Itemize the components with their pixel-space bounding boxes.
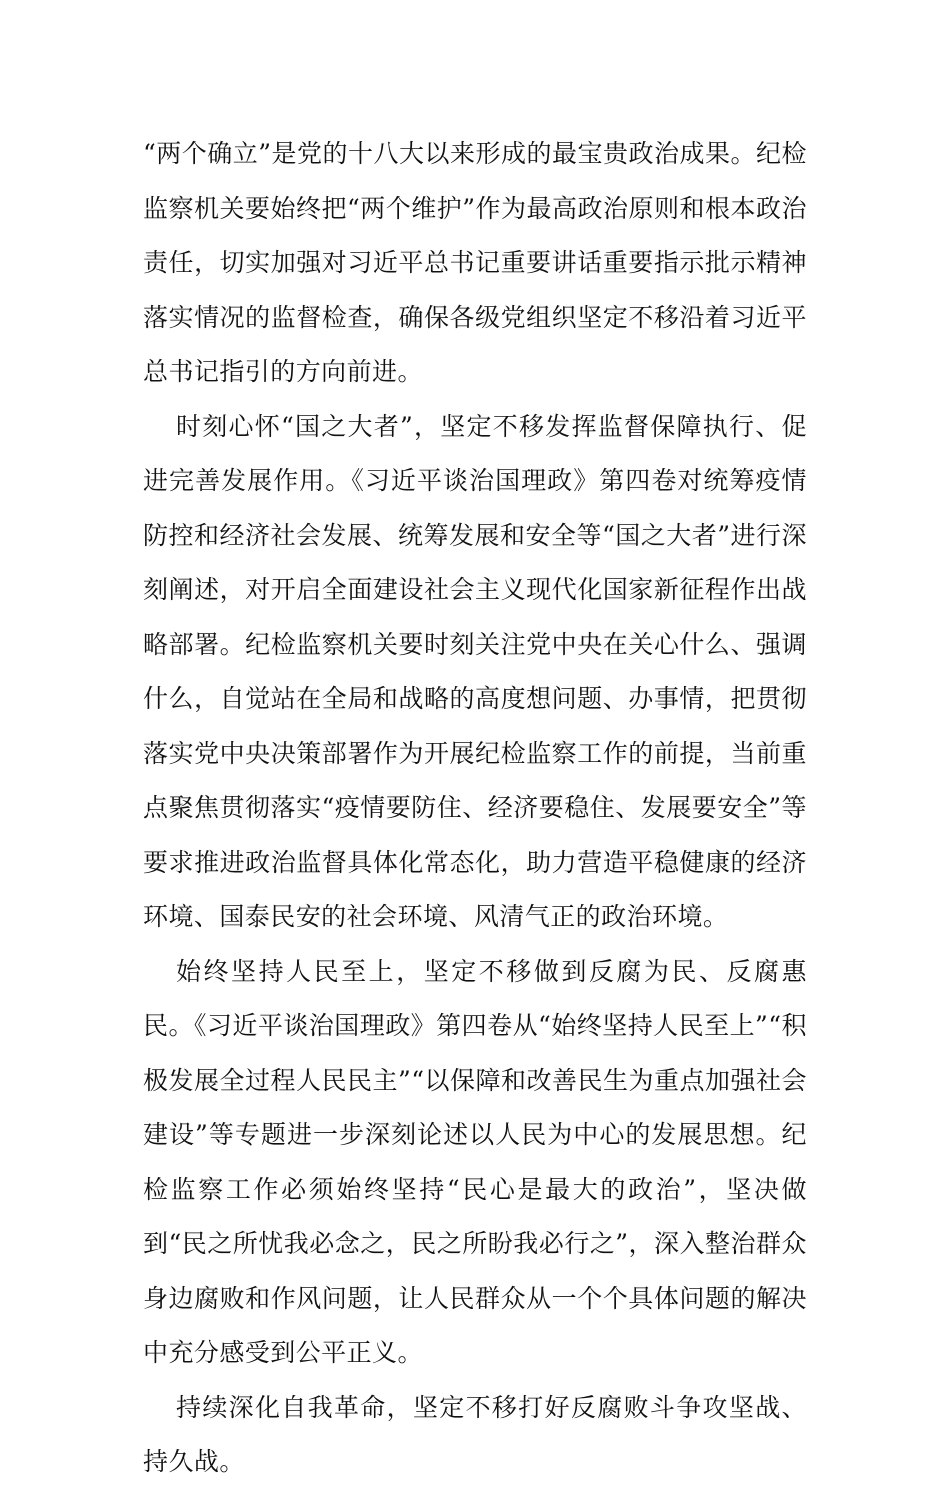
paragraph-4: 持续深化自我革命，坚定不移打好反腐败斗争攻坚战、持久战。 — [143, 1392, 807, 1476]
document-body — [143, 127, 807, 1490]
paragraph-2: 时刻心怀“国之大者”，坚定不移发挥监督保障执行、促进完善发展作用。《习近平谈治国理政》第四卷对统筹疫情防控和经济社会发展、统筹发展和安全等“国之大者”进行深刻阐述，对开启全面建设社会主义现代化国家新征程作出战略部署。纪检监察机关要时刻关注党中央在关心什么、强调什么，自觉站在全局和战略的高度想问题、办事情，把贯彻落实党中央决策部署作为开展纪检监察工作的前提，当前重点聚焦贯彻落实“疫情要防住、经济要稳住、发展要安全”等要求推进政治监督具体化常态化，助力营造平稳健康的经济环境、国泰民安的社会环境、风清气正的政治环境。 — [143, 411, 807, 931]
paragraph-1: “两个确立”是党的十八大以来形成的最宝贵政治成果。纪检监察机关要始终把“两个维护”作为最高政治原则和根本政治责任，切实加强对习近平总书记重要讲话重要指示批示精神落实情况的监督检查，确保各级党组织坚定不移沿着习近平总书记指引的方向前进。 — [143, 139, 807, 386]
paragraph-3: 始终坚持人民至上，坚定不移做到反腐为民、反腐惠民。《习近平谈治国理政》第四卷从“始终坚持人民至上”“积极发展全过程人民民主”“以保障和改善民生为重点加强社会建设”等专题进一步深刻论述以人民为中心的发展思想。纪检监察工作必须始终坚持“民心是最大的政治”，坚决做到“民之所忧我必念之，民之所盼我必行之”，深入整治群众身边腐败和作风问题，让人民群众从一个个具体问题的解决中充分感受到公平正义。 — [143, 956, 807, 1367]
